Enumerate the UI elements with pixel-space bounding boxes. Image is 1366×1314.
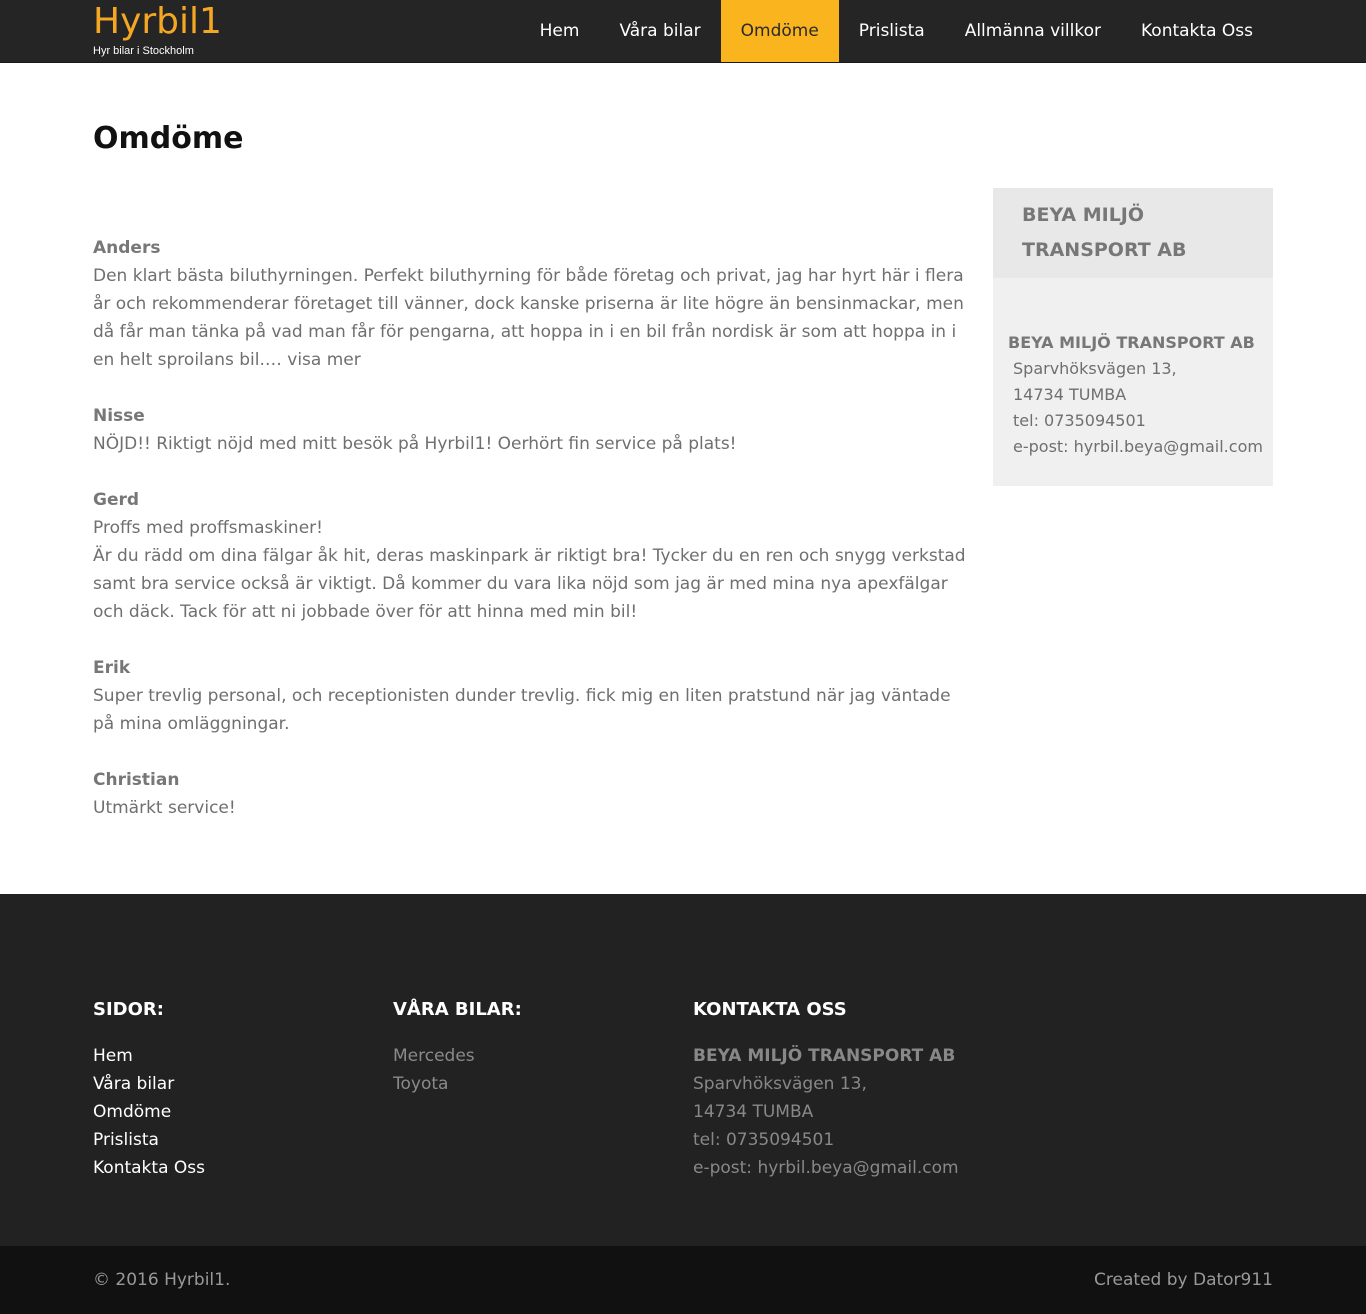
- review-text: Utmärkt service!: [93, 798, 236, 818]
- footer-contact-column: [693, 992, 959, 1182]
- contact-sidebar: [993, 188, 1273, 486]
- sidebar-address-city: 14734 TUMBA: [1013, 385, 1127, 404]
- nav-item-prislista[interactable]: Prislista: [858, 21, 925, 41]
- main-content: [0, 63, 1366, 894]
- review-text: NÖJD!! Riktigt nöjd med mitt besök på Hyrbil1! Oerhört fin service på plats!: [93, 434, 737, 454]
- footer-link-hem[interactable]: Hem: [93, 1046, 133, 1066]
- nav-item-kontakta-oss[interactable]: Kontakta Oss: [1141, 21, 1253, 41]
- site-tagline: Hyr bilar i Stockholm: [93, 45, 194, 57]
- reviews-list: [93, 234, 973, 850]
- review-author: Christian: [93, 770, 180, 790]
- footer-link-omdome[interactable]: Omdöme: [93, 1102, 172, 1122]
- sidebar-phone: tel: 0735094501: [1013, 411, 1146, 430]
- footer-address-street: Sparvhöksvägen 13,: [693, 1074, 867, 1094]
- footer-contact-title: KONTAKTA OSS: [693, 999, 847, 1020]
- footer-address-city: 14734 TUMBA: [693, 1102, 814, 1122]
- sidebar-contact-info: [993, 278, 1273, 460]
- review-text-continued: Är du rädd om dina fälgar åk hit, deras maskinpark är riktigt bra! Tycker du en ren och snygg verkstad samt bra service också är viktigt. Då kommer du vara lika nöjd som jag är med mina nya apexfälgar och däck. Tack för att ni jobbade över för att hinna med min bil!: [93, 546, 966, 622]
- review-text: Super trevlig personal, och receptionisten dunder trevlig. fick mig en liten pratstund när jag väntade på mina omläggningar.: [93, 686, 951, 734]
- footer-link-prislista[interactable]: Prislista: [93, 1130, 159, 1150]
- sidebar-email: e-post: hyrbil.beya@gmail.com: [1013, 437, 1263, 456]
- nav-item-vara-bilar[interactable]: Våra bilar: [619, 21, 701, 41]
- review-author: Gerd: [93, 490, 140, 510]
- bottom-bar: [0, 1246, 1366, 1314]
- footer-pages-column: [93, 992, 205, 1182]
- sidebar-company-name: BEYA MILJÖ TRANSPORT AB: [1008, 333, 1255, 352]
- sidebar-address-street: Sparvhöksvägen 13,: [1013, 359, 1177, 378]
- review-item: [93, 654, 973, 738]
- footer-cars-column: [393, 992, 522, 1098]
- footer-link-kontakta-oss[interactable]: Kontakta Oss: [93, 1158, 205, 1178]
- review-author: Erik: [93, 658, 131, 678]
- footer-phone: tel: 0735094501: [693, 1130, 835, 1150]
- review-text: Den klart bästa biluthyrningen. Perfekt biluthyrning för både företag och privat, jag har hyrt här i flera år och rekommenderar företaget till vänner, dock kanske priserna är lite högre än bensinmackar, men då får man tänka på vad man får för pengarna, att hoppa in i en bil från nordisk är som att hoppa in i en helt sproilans bil.… visa mer: [93, 266, 964, 370]
- footer-link-vara-bilar[interactable]: Våra bilar: [93, 1074, 175, 1094]
- nav-item-hem[interactable]: Hem: [539, 21, 580, 41]
- brand: [93, 2, 222, 57]
- review-text: Proffs med proffsmaskiner!: [93, 518, 323, 538]
- review-item: [93, 766, 973, 822]
- nav-item-omdome[interactable]: Omdöme: [721, 0, 839, 62]
- review-author: Anders: [93, 238, 161, 258]
- copyright-text: © 2016 Hyrbil1.: [93, 1270, 231, 1290]
- main-nav: [520, 0, 1273, 62]
- footer-link-toyota[interactable]: Toyota: [393, 1074, 449, 1094]
- footer-cars-title: VÅRA BILAR:: [393, 999, 522, 1020]
- sidebar-heading: BEYA MILJÖ TRANSPORT AB: [993, 188, 1273, 278]
- review-item: [93, 486, 973, 626]
- credit-text: Created by Dator911: [1094, 1270, 1273, 1290]
- review-author: Nisse: [93, 406, 145, 426]
- review-item: [93, 234, 973, 374]
- footer-company-name: BEYA MILJÖ TRANSPORT AB: [693, 1046, 956, 1066]
- site-logo-link[interactable]: Hyrbil1: [93, 1, 222, 42]
- nav-item-allmanna-villkor[interactable]: Allmänna villkor: [964, 21, 1101, 41]
- footer-link-mercedes[interactable]: Mercedes: [393, 1046, 475, 1066]
- footer-pages-title: SIDOR:: [93, 999, 164, 1020]
- footer-email: e-post: hyrbil.beya@gmail.com: [693, 1158, 959, 1178]
- review-item: [93, 402, 973, 458]
- site-header: [0, 0, 1366, 63]
- site-footer: [0, 894, 1366, 1246]
- page-title: Omdöme: [93, 121, 244, 156]
